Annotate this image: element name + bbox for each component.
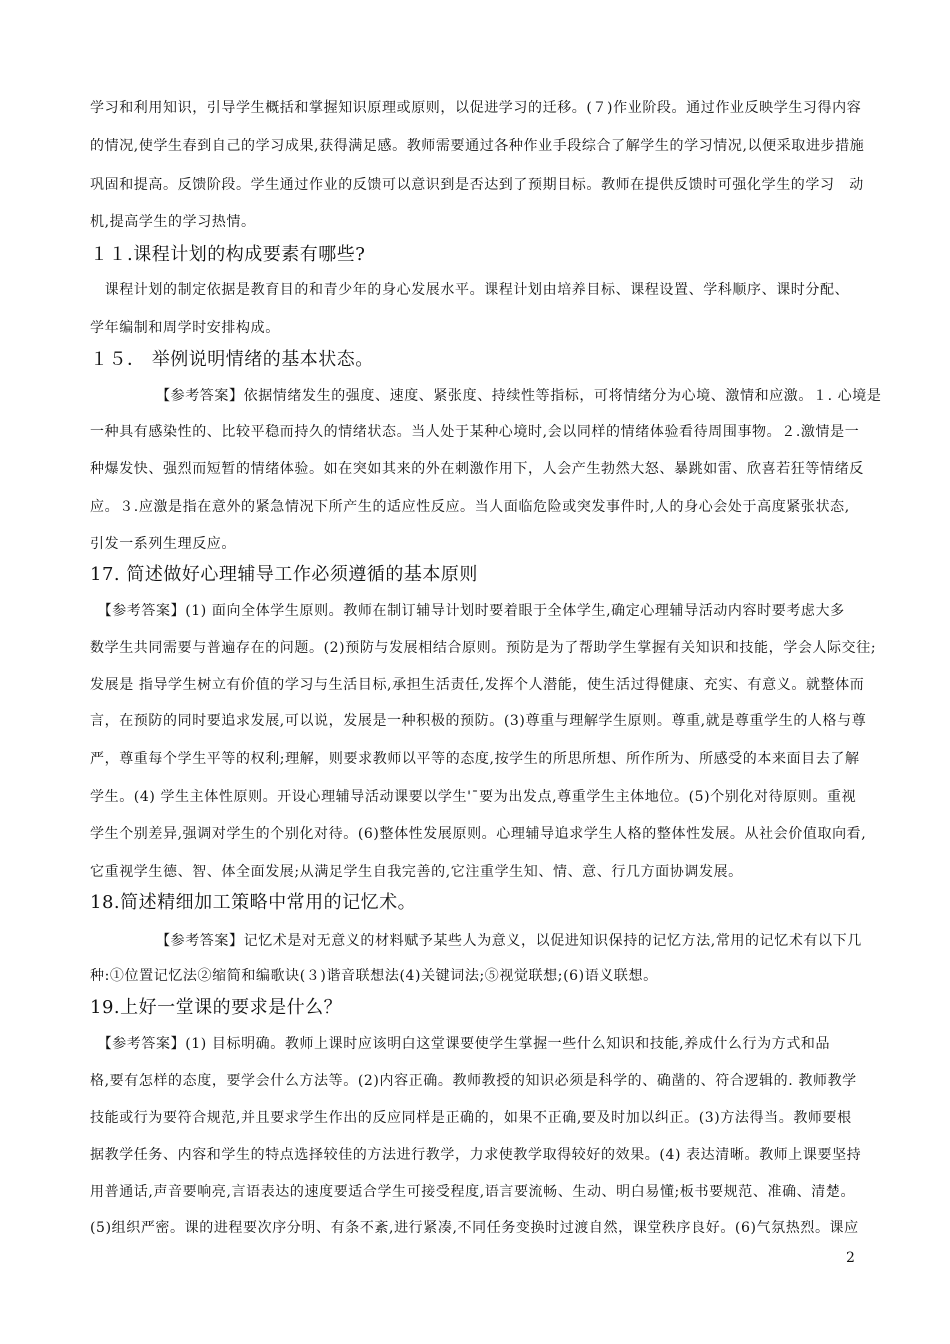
page-number: 2 <box>846 1250 855 1266</box>
text-line: 它重视学生德、智、体全面发展;从满足学生自我完善的,它注重学生知、情、意、行几方面协调发展。 <box>90 864 743 880</box>
text-line: 引发一系列生理反应。 <box>90 536 236 552</box>
text-line: 种爆发快、强烈而短暂的情绪体验。如在突如其来的外在刺激作用下，人会产生勃然大怒、暴跳如雷、欣喜若狂等情绪反 <box>90 461 864 477</box>
text-line: 据教学任务、内容和学生的特点选择较佳的方法进行教学，力求使教学取得较好的效果。(4) 表达清晰。教师上课要坚持 <box>90 1147 862 1163</box>
text-line: 【参考答案】(1) 目标明确。教师上课时应该明白这堂课要使学生掌握一些什么知识和技能,养成什么行为方式和品 <box>90 1036 831 1052</box>
text-line: 学生个别差异,强调对学生的个别化对待。(6)整体性发展原则。心理辅导追求学生人格的整体性发展。从社会价值取向看, <box>90 826 867 842</box>
text-line: 学习和利用知识，引导学生概括和掌握知识原理或原则，以促进学习的迁移。(７)作业阶段。通过作业反映学生习得内容 <box>90 100 862 116</box>
text-line: 课程计划的制定依据是教育目的和青少年的身心发展水平。课程计划由培养目标、课程设置、学科顺序、课时分配、 <box>90 282 850 298</box>
text-line: 应。３.应激是指在意外的紧急情况下所产生的适应性反应。当人面临危险或突发事件时,人的身心会处于高度紧张状态, <box>90 499 850 515</box>
section-heading: １１.课程计划的构成要素有哪些? <box>90 244 366 265</box>
text-line: 【参考答案】依据情绪发生的强度、速度、紧张度、持续性等指标，可将情绪分为心境、激情和应激。１. 心境是 <box>90 388 882 404</box>
text-line: (5)组织严密。课的进程要次序分明、有条不紊,进行紧凑,不同任务变换时过渡自然，课堂秩序良好。(6)气氛热烈。课应 <box>90 1220 859 1236</box>
text-line: 发展是 指导学生树立有价值的学习与生活目标,承担生活责任,发挥个人潜能，使生活过得健康、充实、有意义。就整体而 <box>90 677 865 693</box>
text-line: 种:①位置记忆法②缩简和编歌诀(３)谐音联想法(4)关键词法;⑤视觉联想;(6)语义联想。 <box>90 968 658 984</box>
text-line: 学年编制和周学时安排构成。 <box>90 320 280 336</box>
section-heading: 18.简述精细加工策略中常用的记忆术。 <box>90 892 417 913</box>
section-heading: １５． 举例说明情绪的基本状态。 <box>90 349 374 370</box>
text-line: 【参考答案】(1) 面向全体学生原则。教师在制订辅导计划时要着眼于全体学生,确定心理辅导活动内容时要考虑大多 <box>90 603 845 619</box>
text-line: 数学生共同需要与普遍存在的问题。(2)预防与发展相结合原则。预防是为了帮助学生掌握有关知识和技能，学会人际交往; <box>90 640 877 656</box>
section-heading: 19.上好一堂课的要求是什么？ <box>90 997 343 1018</box>
text-line: 学生。(4) 学生主体性原则。开设心理辅导活动课要以学生'¯要为出发点,尊重学生主体地位。(5)个别化对待原则。重视 <box>90 789 857 805</box>
text-line: 技能或行为要符合规范,并且要求学生作出的反应同样是正确的，如果不正确,要及时加以纠正。(3)方法得当。教师要根 <box>90 1110 852 1126</box>
text-line: 格,要有怎样的态度，要学会什么方法等。(2)内容正确。教师教授的知识必须是科学的、确凿的、符合逻辑的. 教师教学 <box>90 1073 857 1089</box>
text-line: 用普通话,声音要响亮,言语表达的速度要适合学生可接受程度,语言要流畅、生动、明白易懂;板书要规范、准确、清楚。 <box>90 1184 856 1200</box>
text-line: 巩固和提高。反馈阶段。学生通过作业的反馈可以意识到是否达到了预期目标。教师在提供反馈时可强化学生的学习 动 <box>90 177 864 193</box>
text-line: 【参考答案】记忆术是对无意义的材料赋予某些人为意义，以促进知识保持的记忆方法,常用的记忆术有以下几 <box>90 933 862 949</box>
section-heading: 17. 简述做好心理辅导工作必须遵循的基本原则 <box>90 564 478 585</box>
text-line: 言，在预防的同时要追求发展,可以说，发展是一种积极的预防。(3)尊重与理解学生原则。尊重,就是尊重学生的人格与尊 <box>90 713 867 729</box>
text-line: 机,提高学生的学习热情。 <box>90 214 256 230</box>
text-line: 严，尊重每个学生平等的权利;理解，则要求教师以平等的态度,按学生的所思所想、所作所为、所感受的本来面目去了解 <box>90 751 860 767</box>
text-line: 一种具有感染性的、比较平稳而持久的情绪状态。当人处于某种心境时,会以同样的情绪体验看待周围事物。２.激情是一 <box>90 424 860 440</box>
text-line: 的情况,使学生春到自己的学习成果,获得满足感。教师需要通过各种作业手段综合了解学生的学习情况,以便采取进步措施 <box>90 138 865 154</box>
